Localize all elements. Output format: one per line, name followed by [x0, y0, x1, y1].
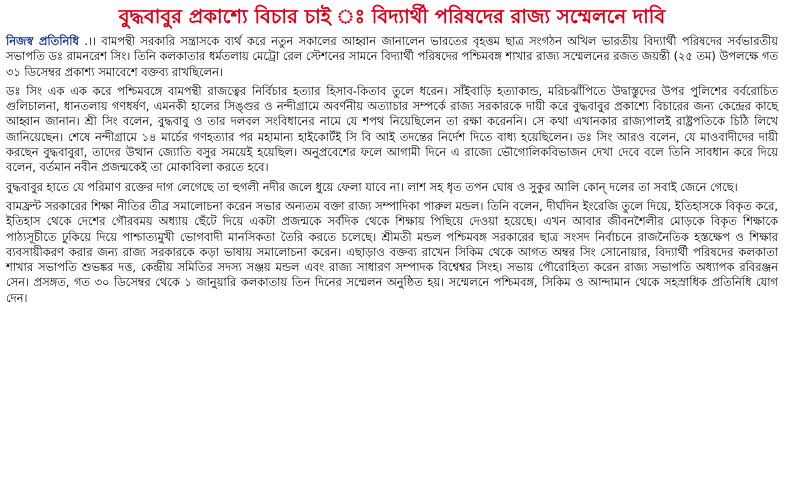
article-body — [6, 34, 778, 306]
article-paragraph-4: বামফ্রন্ট সরকারের শিক্ষা নীতির তীব্র সমালোচনা করেন সভার অন্যতম বক্তা রাজ্য সম্পাদিকা পারুল মন্ডল। তিনি বলেন, দীর্ঘদিন ইংরেজি তুলে দিয়ে, ইতিহাসকে বিকৃত করে, ইতিহাস থেকে দেশের গৌরবময় অধ্যায় ছেঁটে দিয়ে একটা প্রজন্মকে সর্বদিক থেকে শিক্ষায় পিছিয়ে দেওয়া হয়েছে। এখন আবার জীবনশৈলীর মোড়কে বিকৃত শিক্ষাকে পাঠ্যসূচীতে ঢুকিয়ে দিয়ে পাশ্চাত্যমুখী ভোগবাদী মানসিকতা তৈরি করতে চলেছে। শ্রীমতী মন্ডল পশ্চিমবঙ্গ সরকারের ছাত্র সংসদ নির্বাচনে রাজনৈতিক হস্তক্ষেপ ও শিক্ষার ব্যবসায়ীকরণ করার জন্য রাজ্য সরকারকে কড়া ভাষায় সমালোচনা করেন। এছাড়াও বক্তব্য রাখেন সিকিম থেকে আগত অম্বর সিং সোনোয়ার, বিদ্যার্থী পরিষদের কলকাতা শাখার সভাপতি শুভঙ্কর দত্ত, কেন্দ্রীয় সমিতির সদস্য সঞ্জয় মন্ডল এবং রাজ্য সাধারণ সম্পাদক বিশ্বেশ্বর সিংহ। সভায় পৌরোহিত্য করেন রাজ্য সভাপতি অধ্যাপক রবিরঞ্জন সেন। প্রসঙ্গত, গত ৩০ ডিসেম্বর থেকে ১ জানুয়ারি কলকাতায় তিন দিনের সম্মেলন অনুষ্ঠিত হয়। সম্মেলনে পশ্চিমবঙ্গ, সিকিম ও আন্দামান থেকে সহস্রাধিক প্রতিনিধি যোগ দেন। — [6, 198, 778, 305]
byline: নিজস্ব প্রতিনিধি — [6, 34, 79, 48]
paragraph-text: .।। বামপন্থী সরকারি সন্ত্রাসকে ব্যর্থ করে নতুন সকালের আহ্বান জানালেন ভারতের বৃহত্তম ছাত্র সংগঠন অখিল ভারতীয় বিদ্যার্থী পরিষদের সর্বভারতীয় সভাপতি ডঃ রামনরেশ সিং। তিনি কলকাতার ধর্মতলায় মেট্রো রেল স্টেশনের সামনে বিদ্যার্থী পরিষদের পশ্চিমবঙ্গ শাখার রাজ্য সম্মেলনের রজত জয়ন্তী (২৫ তম) উপলক্ষে গত ৩১ ডিসেম্বর প্রকাশ্য সমাবেশে বক্তব্য রাখছিলেন। — [6, 34, 778, 79]
article-paragraph-2: ডঃ সিং এক এক করে পশ্চিমবঙ্গে বামপন্থী রাজত্বের নির্বিচার হত্যার হিসাব-কিতাব তুলে ধরেন। সাঁইবাড়ি হত্যাকান্ড, মরিচঝাঁপিতে উদ্বাস্তুদের উপর পুলিশের বর্বরোচিত গুলিচালনা, ধানতলায় গণধর্ষণ, এমনকী হালের সিঙ্গুর ও নন্দীগ্রামে অবর্ণনীয় অত্যাচার সম্পর্কে রাজ্য সরকারকে দায়ী করে বুদ্ধবাবুর প্রকাশ্যে বিচারের জন্য কেন্দ্রের কাছে আহ্বান জানান। শ্রী সিং বলেন, বুদ্ধবাবু ও তার দলবল সংবিধানের নামে যে শপথ নিয়েছিলেন তা রক্ষা করেননি। সে কথা এখানকার রাজ্যপালই রাষ্ট্রপতিকে চিঠি লিখে জানিয়েছেন। শেষে নন্দীগ্রামে ১৪ মার্চের গণহত্যার পর মহামান্য হাইকোর্টই সি বি আই তদন্তের নির্দেশ দিতে বাধ্য হয়েছিলেন। ডঃ সিং আরও বলেন, যে মাওবাদীদের দায়ী করছেন বুদ্ধবাবুরা, তাদের উত্থান জ্যোতি বসুর সময়েই হয়েছিল। অনুপ্রবেশের ফলে আগামী দিনে এ রাজ্যে ভৌগোলিকবিভাজন দেখা দেবে বলে তিনি সাবধান করে দিয়ে বলেন, বর্তমান নবীন প্রজন্মকেই তা মোকাবিলা করতে হবে। — [6, 83, 778, 175]
article-paragraph-1 — [6, 34, 778, 80]
headline: বুদ্ধবাবুর প্রকাশ্যে বিচার চাই ঃ বিদ্যার্থী পরিষদের রাজ্য সম্মেলনে দাবি — [118, 5, 666, 28]
article-paragraph-3: বুদ্ধবাবুর হাতে যে পরিমাণ রক্তের দাগ লেগেছে তা হুগলী নদীর জলে ধুয়ে ফেলা যাবে না। লাশ সহ ধৃত তপন ঘোষ ও সুকুর আলি কোন্ দলের তা সবাই জেনে গেছে। — [6, 179, 738, 194]
